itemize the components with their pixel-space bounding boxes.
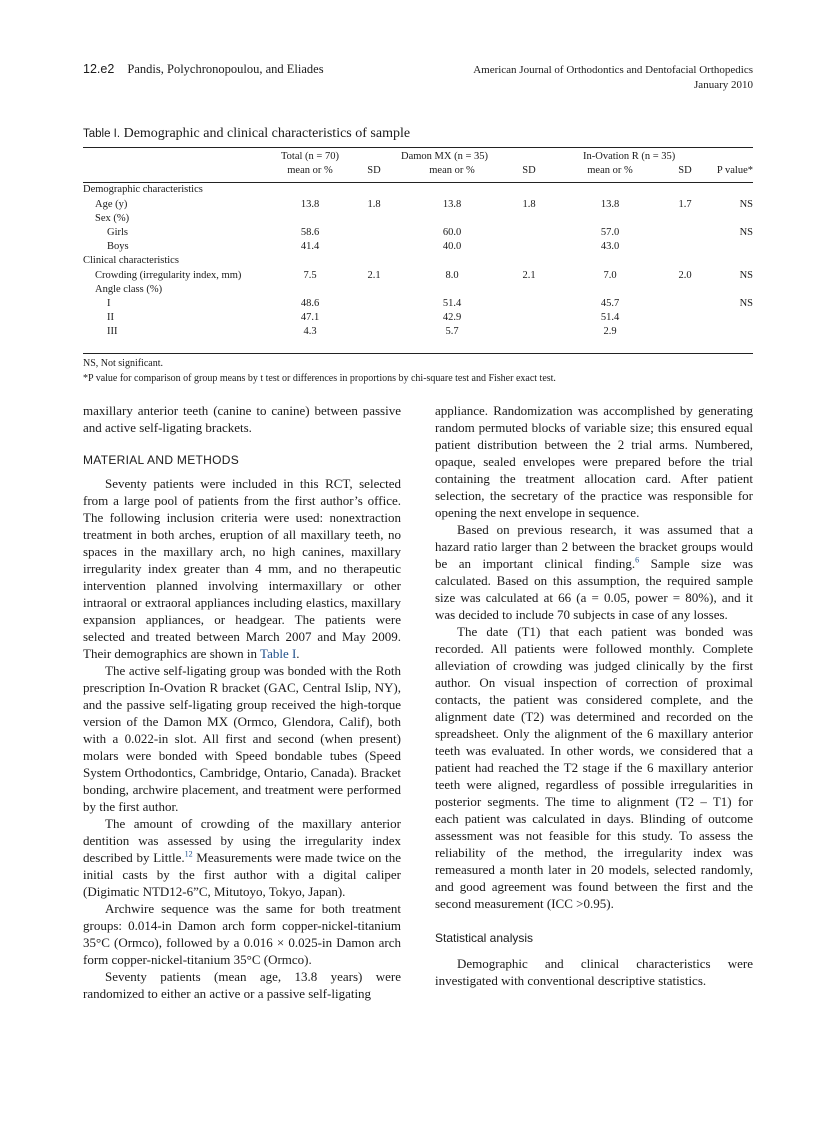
table-cell [665, 283, 705, 297]
paragraph-continued: appliance. Randomization was accomplished by generating random permuted blocks of variable size; this ensured equal patient distribution between the 2 trial arms. Numbered, opaque, sealed envelopes were prepared before the trial containing the treatment allocation card. After patient selection, the secretary of the practice was responsible for opening the next envelope in sequence. [435, 403, 753, 520]
paragraph: Seventy patients were included in this RCT, selected from a large pool of patients from the first author’s office. The following inclusion criteria were used: nonextraction treatment in both arches, eruption of all maxillary teeth, no spaces in the maxillary arch, no high canines, maxillary irregularity index greater than 4 mm, and no therapeutic intervention planned involving intermaxillary or other intraoral or extraoral appliances including elastics, maxillary expansion appliances, or headgear. The patients were selected and treated between March 2007 and May 2009. Their demographics are shown in Table I. [83, 476, 401, 661]
table-cell: 2.1 [522, 269, 536, 281]
table-cell: 48.6 [300, 298, 320, 310]
table-cell: NS [739, 269, 753, 281]
row-label: III [107, 326, 118, 338]
table-cell [503, 297, 555, 311]
col-group-inovation: In-Ovation R (n = 35) [583, 151, 676, 162]
table-cell [347, 240, 401, 254]
table-row [83, 325, 753, 339]
table-cell: NS [739, 298, 753, 310]
table-cell [401, 183, 503, 197]
table-cell [347, 283, 401, 297]
table-cell: 1.7 [678, 198, 692, 210]
table-label: Table I. [83, 128, 121, 140]
col-group-total: Total (n = 70) [281, 151, 339, 162]
col-header: P value* [716, 165, 753, 177]
paragraph: The date (T1) that each patient was bonded was recorded. All patients were followed monthly. Complete alleviation of crowding was judged clinically by the first author. On visual inspection of correction of proximal contacts, the patient was considered complete, and the alignment date (T2) was determined and recorded on the spreadsheet. Only the alignment of the 6 maxillary anterior teeth was evaluated. In other words, we considered that a patient had reached the T2 stage if the 6 maxillary anterior teeth were aligned, regardless of possible irregularities in posterior segments. The time to alignment (T2 – T1) for each patient was calculated in days. Blinding of outcome assessment was not feasible for this study. To assess the reliability of the method, the irregularity index was remeasured a month later in 20 models, selected randomly, and good agreement was found between the first and the second measurement (ICC >0.95). [435, 624, 753, 911]
table-reference-link[interactable]: Table I [260, 646, 297, 661]
table-cell [401, 283, 503, 297]
table-cell [665, 297, 705, 311]
table-cell [705, 254, 753, 268]
table-cell: NS [739, 227, 753, 239]
table-cell: 41.4 [300, 241, 320, 253]
citation-ref[interactable]: 12 [184, 849, 193, 859]
paragraph: The active self-ligating group was bonded with the Roth prescription In-Ovation R bracket (GAC, Central Islip, NY), and the passive self-ligating group received the high-torque version of the Damon MX (Ormco, Glendora, Calif), both with a 0.022-in slot. All first and second (when present) molars were bonded with Speed bondable tubes (Speed System Orthodontics, Cambridge, Ontario, Canada). Bracket bonding, archwire placement, and treatment were performed by the first author. [83, 663, 401, 814]
table-cell [555, 283, 665, 297]
table-row [83, 212, 753, 226]
table-title: Demographic and clinical characteristics of sample [123, 126, 411, 141]
row-label: Angle class (%) [95, 283, 163, 295]
table-top-rule [83, 147, 753, 148]
table-cell [401, 254, 503, 268]
table-cell [705, 283, 753, 297]
table-row [83, 183, 753, 197]
row-label: I [107, 298, 111, 310]
table-cell [273, 254, 347, 268]
table-cell [555, 183, 665, 197]
table-cell [665, 311, 705, 325]
table-caption [83, 126, 410, 142]
table-cell [273, 283, 347, 297]
table-cell [705, 183, 753, 197]
table-cell [503, 183, 555, 197]
table-cell: 1.8 [367, 198, 381, 210]
table-cell [705, 240, 753, 254]
left-column [83, 402, 401, 1002]
paragraph: Demographic and clinical characteristics were investigated with conventional descriptive statistics. [435, 956, 753, 988]
table-row [83, 254, 753, 268]
table-cell: 43.0 [600, 241, 620, 253]
table-cell [665, 240, 705, 254]
table-row [83, 311, 753, 325]
table-cell [347, 226, 401, 240]
table-cell: 8.0 [445, 269, 459, 281]
table-cell [555, 212, 665, 226]
table-cell [347, 254, 401, 268]
section-heading-statistics: Statistical analysis [435, 931, 534, 945]
table-cell: 4.3 [303, 326, 317, 338]
table-cell [347, 183, 401, 197]
paragraph: Based on previous research, it was assumed that a hazard ratio larger than 2 between the bracket groups would be an important clinical finding.$^6$ Sample size was calculated. Based on this assumption, the required sample size was calculated at 66 (a = 0.05, power = 80%), and it was decided to include 70 subjects in case of any losses. [435, 522, 753, 622]
citation-ref[interactable]: 6 [635, 555, 640, 565]
col-header: SD [522, 165, 536, 177]
row-label: Boys [107, 241, 129, 253]
section-heading-methods: MATERIAL AND METHODS [83, 453, 240, 467]
table-cell [665, 325, 705, 339]
table-cell [503, 226, 555, 240]
table-cell [347, 311, 401, 325]
table-cell [401, 212, 503, 226]
demographics-table [83, 150, 753, 340]
table-cell [665, 254, 705, 268]
paragraph: Seventy patients (mean age, 13.8 years) were randomized to either an active or a passive self-ligating [83, 969, 401, 1001]
table-row [83, 269, 753, 283]
table-row [83, 198, 753, 212]
row-label: Girls [107, 227, 128, 239]
col-header: mean or % [587, 165, 633, 177]
journal-name: American Journal of Orthodontics and Dentofacial Orthopedics [473, 64, 753, 76]
table-cell: 1.8 [522, 198, 536, 210]
table-cell [503, 212, 555, 226]
table-cell [273, 212, 347, 226]
table-cell [555, 254, 665, 268]
table-cell: 13.8 [300, 198, 320, 210]
table-cell: 13.8 [600, 198, 620, 210]
table-cell [665, 226, 705, 240]
row-label: Sex (%) [95, 212, 130, 224]
paragraph: Archwire sequence was the same for both treatment groups: 0.014-in Damon arch form copper-nickel-titanium 35°C (Ormco), followed by a 0.016 × 0.025-in Damon arch form copper-nickel-titanium 35°C (Ormco). [83, 901, 401, 967]
table-cell [347, 325, 401, 339]
table-cell: 40.0 [442, 241, 462, 253]
table-cell [503, 254, 555, 268]
table-cell: 57.0 [600, 227, 620, 239]
table-cell [347, 212, 401, 226]
running-header-left [83, 62, 324, 77]
table-cell: 7.0 [603, 269, 617, 281]
table-cell: NS [739, 198, 753, 210]
table-cell: 42.9 [442, 312, 462, 324]
paragraph-continued: maxillary anterior teeth (canine to canine) between passive and active self-ligating brackets. [83, 403, 401, 435]
table-cell: 51.4 [600, 312, 620, 324]
footnote-ns: NS, Not significant. [83, 358, 163, 369]
page-number: 12.e2 [83, 62, 115, 76]
col-header: SD [678, 165, 692, 177]
table-cell: 45.7 [600, 298, 620, 310]
col-header: SD [367, 165, 381, 177]
table-cell [503, 283, 555, 297]
table-cell [665, 212, 705, 226]
table-cell [705, 212, 753, 226]
table-cell [503, 240, 555, 254]
col-group-damon: Damon MX (n = 35) [401, 151, 488, 162]
table-cell [273, 183, 347, 197]
table-cell: 58.6 [300, 227, 320, 239]
right-column [435, 402, 753, 989]
table-cell: 5.7 [445, 326, 459, 338]
table-row [83, 297, 753, 311]
footnote-p-value: *P value for comparison of group means by t test or differences in proportions by chi-square test and Fisher exact test. [83, 372, 556, 384]
table-cell: 51.4 [442, 298, 462, 310]
row-label: Crowding (irregularity index, mm) [95, 269, 242, 281]
table-footnotes [83, 357, 556, 386]
row-label: Clinical characteristics [83, 255, 179, 267]
table-cell [705, 325, 753, 339]
table-cell [665, 183, 705, 197]
row-label: Demographic characteristics [83, 184, 203, 196]
paragraph: The amount of crowding of the maxillary anterior dentition was assessed by using the irregularity index described by Little.$^{12}$ Measurements were made twice on the initial casts by the first author with a digital caliper (Digimatic NTD12-6”C, Mitutoyo, Tokyo, Japan). [83, 816, 401, 899]
table-cell [503, 311, 555, 325]
col-header: mean or % [429, 165, 475, 177]
table-cell: 13.8 [442, 198, 462, 210]
table-row [83, 283, 753, 297]
author-line: Pandis, Polychronopoulou, and Eliades [127, 62, 324, 76]
table-cell: 2.9 [603, 326, 617, 338]
table-subheader-row [83, 164, 753, 178]
table-bottom-rule [83, 353, 753, 354]
table-cell [503, 325, 555, 339]
table-row [83, 226, 753, 240]
table-cell: 2.1 [367, 269, 381, 281]
table-cell [347, 297, 401, 311]
table-group-header-row [83, 150, 753, 164]
running-header-right [473, 63, 753, 93]
table-cell: 7.5 [303, 269, 317, 281]
table-cell: 47.1 [300, 312, 320, 324]
row-label: II [107, 312, 114, 324]
col-header: mean or % [287, 165, 333, 177]
table-cell: 2.0 [678, 269, 692, 281]
table-cell [705, 311, 753, 325]
row-label: Age (y) [95, 198, 128, 210]
table-cell: 60.0 [442, 227, 462, 239]
issue-date: January 2010 [694, 79, 753, 91]
table-row [83, 240, 753, 254]
